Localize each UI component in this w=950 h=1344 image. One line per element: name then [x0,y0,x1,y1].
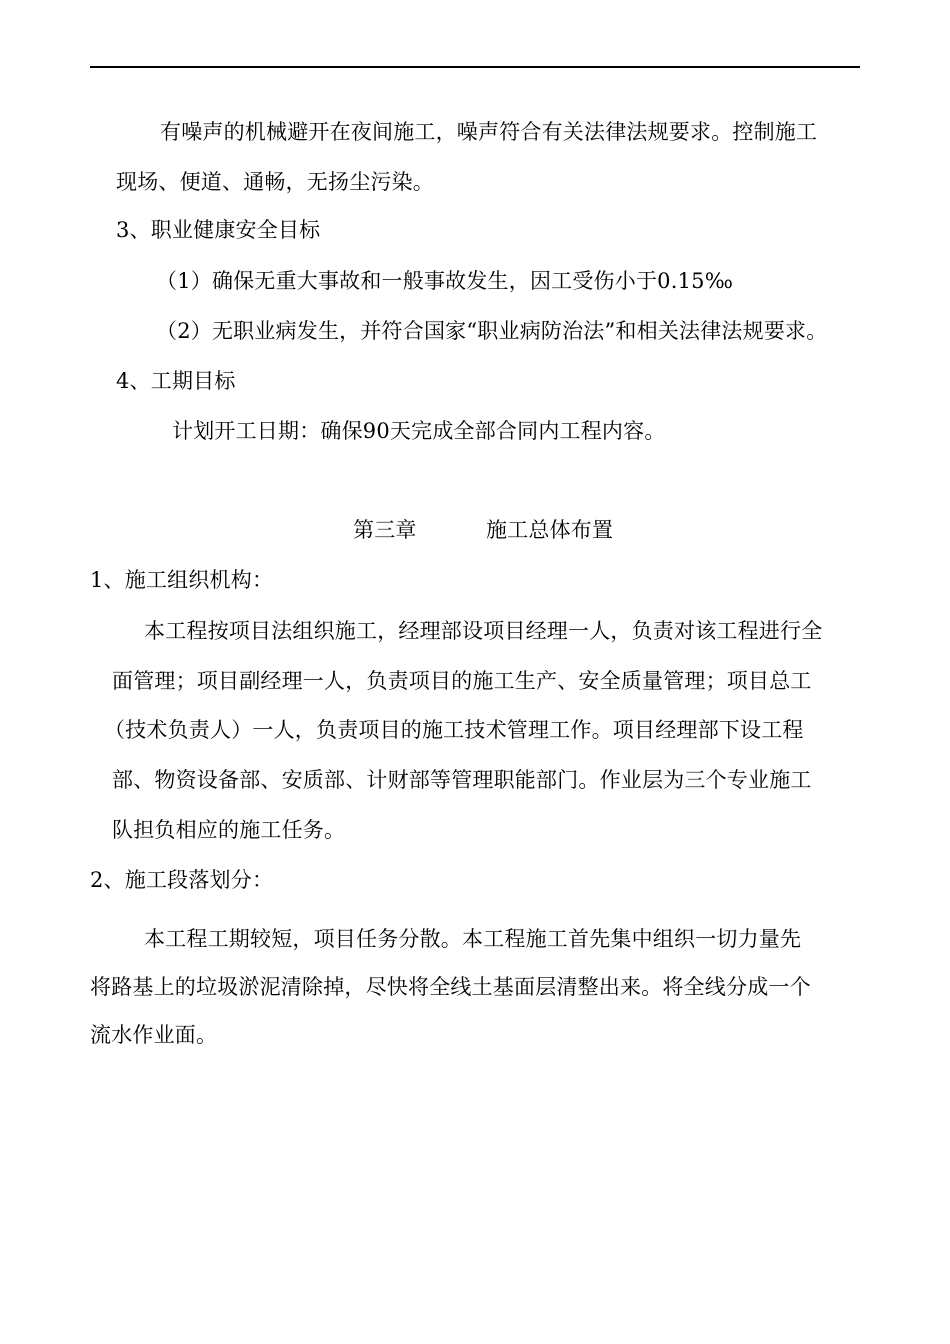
paragraph-line: 本工程工期较短，项目任务分散。本工程施工首先集中组织一切力量先 [144,927,802,951]
chapter-title: 施工总体布置 [486,518,614,542]
paragraph-line: 面管理；项目副经理一人，负责项目的施工生产、安全质量管理；项目总工 [112,669,812,693]
paragraph-line: 计划开工日期：确保90天完成全部合同内工程内容。 [172,419,666,443]
chapter-number: 第三章 [353,518,417,542]
paragraph-line: 有噪声的机械避开在夜间施工，噪声符合有关法律法规要求。控制施工 [160,120,818,144]
paragraph-line: 现场、便道、通畅，无扬尘污染。 [116,170,434,194]
paragraph-line: （技术负责人）一人，负责项目的施工技术管理工作。项目经理部下设工程 [104,718,804,742]
section-heading: 4、工期目标 [116,369,236,393]
header-rule [90,66,860,68]
section-heading: 3、职业健康安全目标 [116,218,321,242]
paragraph-line: 流水作业面。 [90,1023,218,1047]
section-heading: 2、施工段落划分： [90,868,274,892]
paragraph-line: 将路基上的垃圾淤泥清除掉，尽快将全线土基面层清整出来。将全线分成一个 [90,975,811,999]
paragraph-line: （1）确保无重大事故和一般事故发生，因工受伤小于0.15‰ [156,269,734,293]
section-heading: 1、施工组织机构： [90,568,274,592]
paragraph-line: （2）无职业病发生，并符合国家“职业病防治法”和相关法律法规要求。 [156,319,828,343]
paragraph-line: 本工程按项目法组织施工，经理部设项目经理一人，负责对该工程进行全 [144,619,823,643]
paragraph-line: 队担负相应的施工任务。 [112,818,346,842]
paragraph-line: 部、物资设备部、安质部、计财部等管理职能部门。作业层为三个专业施工 [112,768,812,792]
